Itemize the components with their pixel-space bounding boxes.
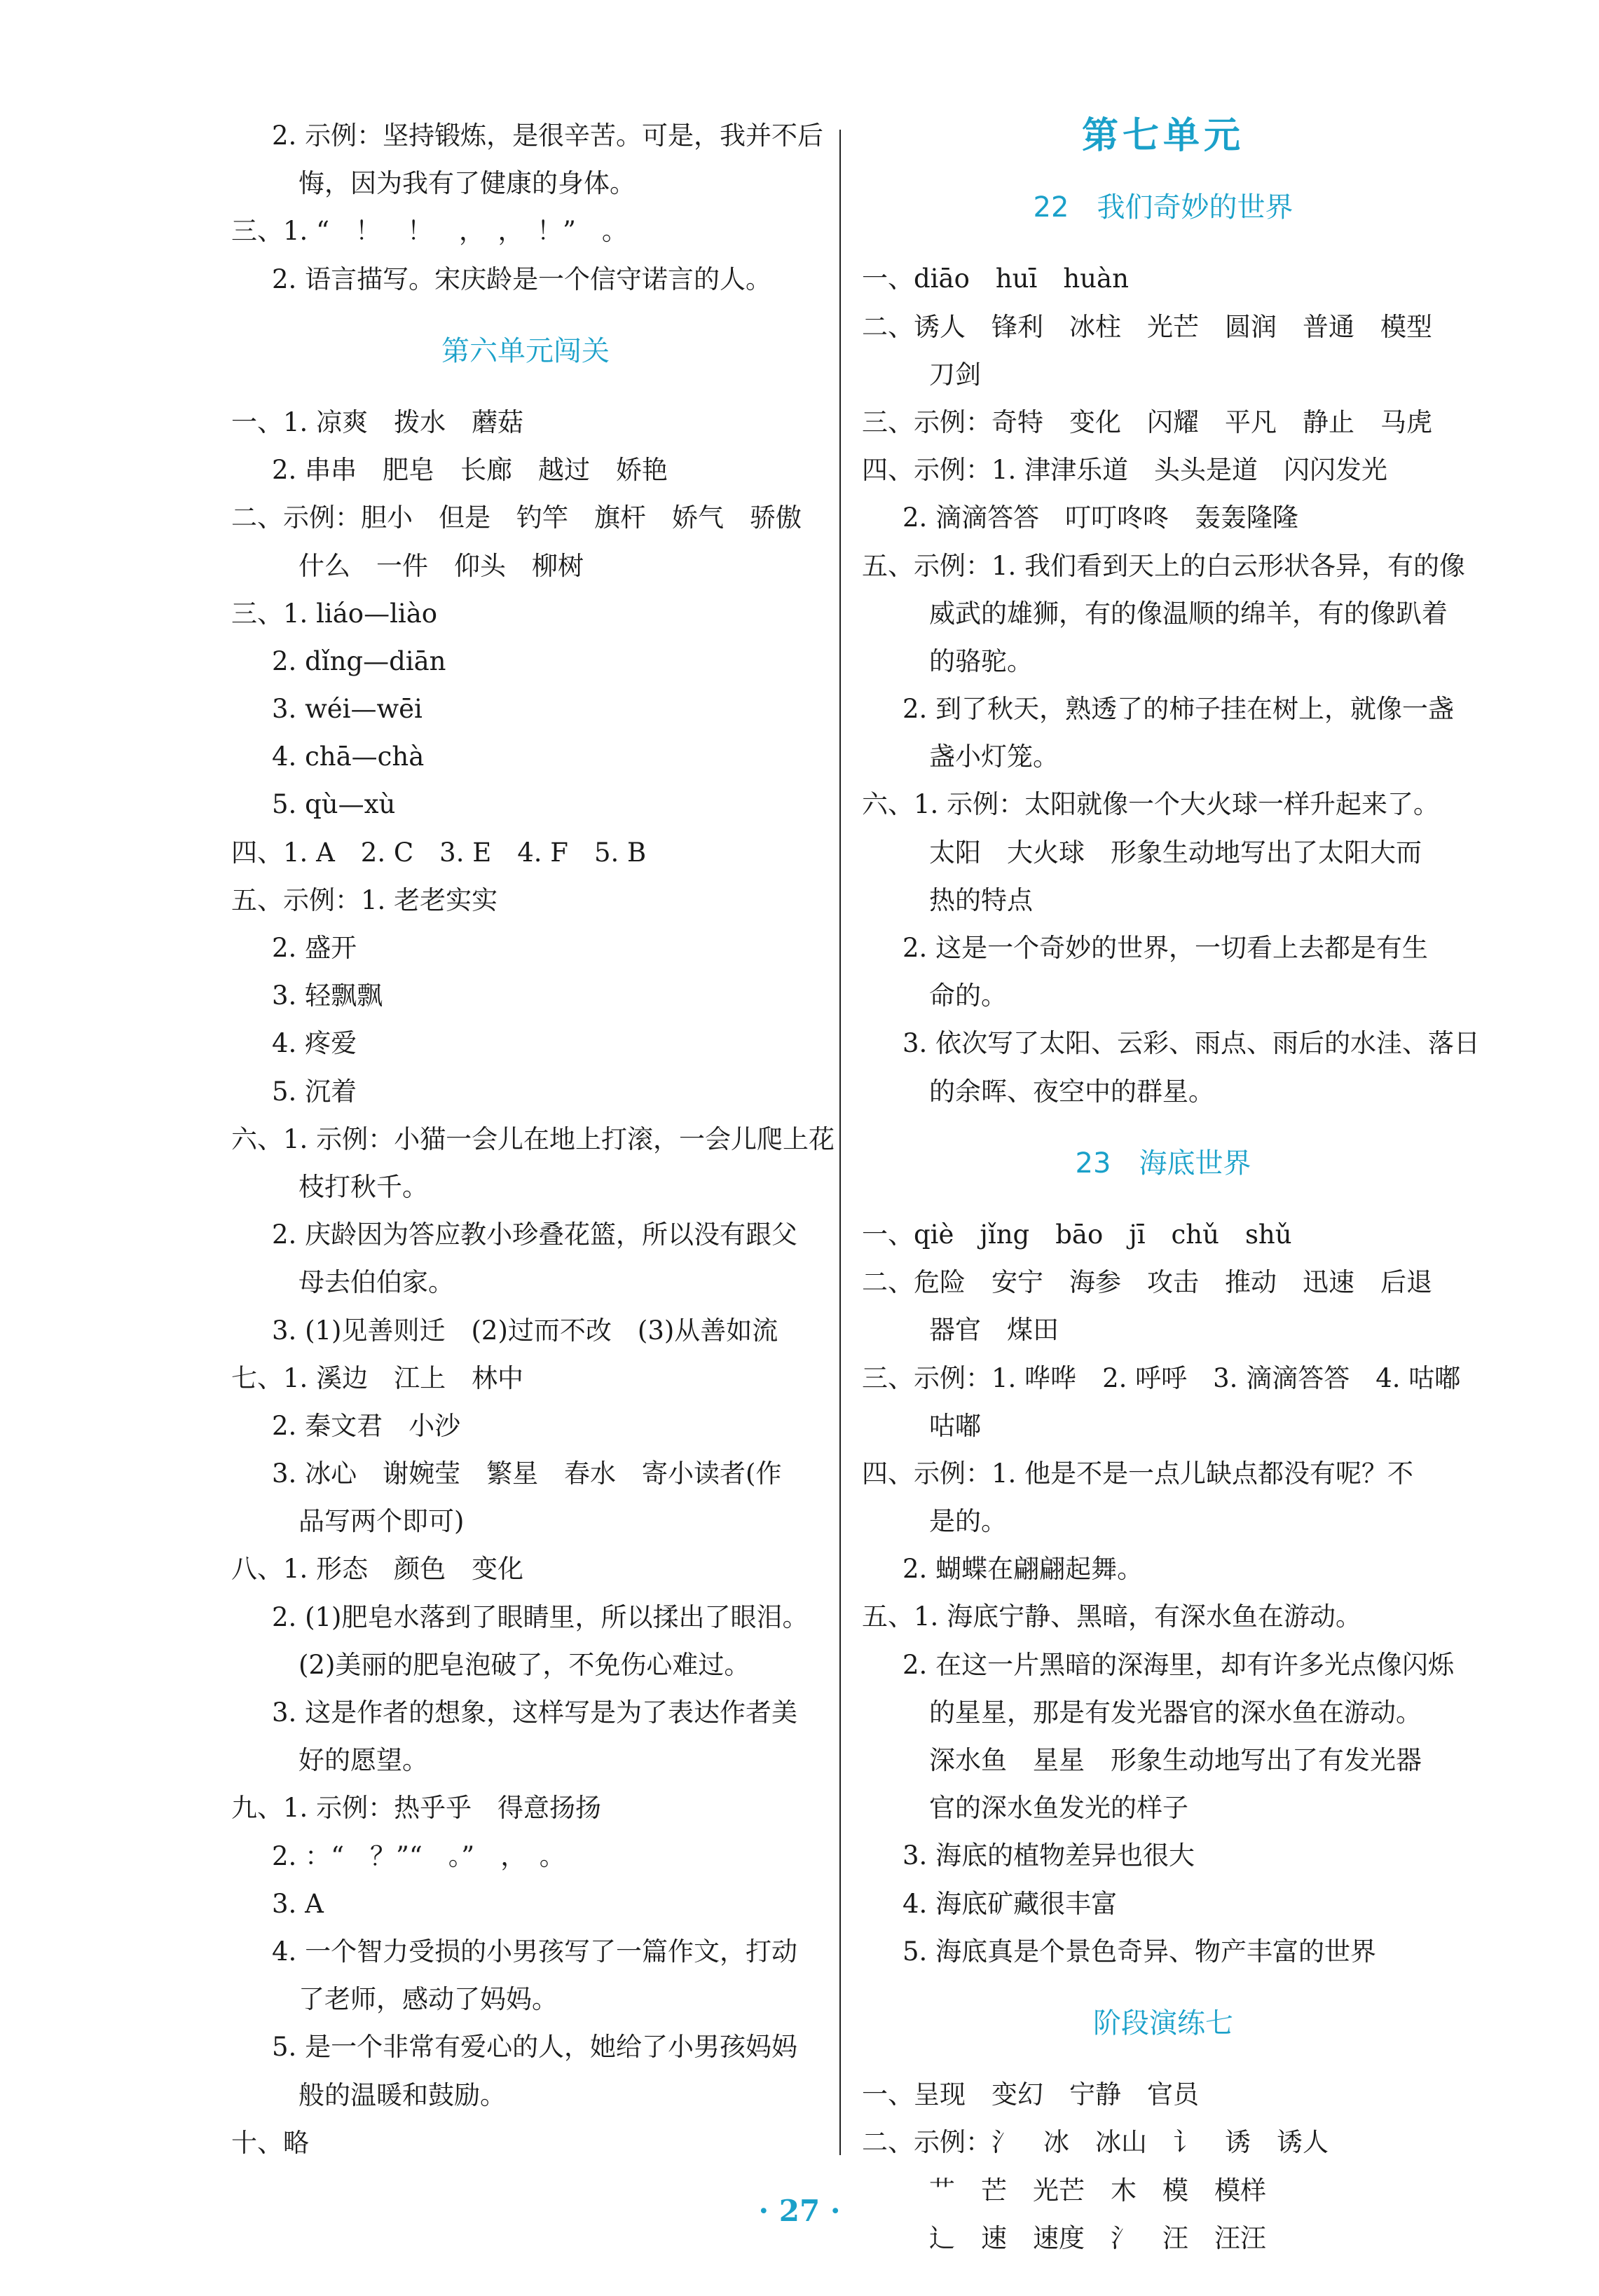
answer-line: 3. 这是作者的想象，这样写是为了表达作者美 [272,1697,798,1728]
answer-line: 太阳 大火球 形象生动地写出了太阳大而 [929,837,1422,868]
answer-line: 4. 海底矿藏很丰富 [903,1888,1118,1919]
answer-line: 二、危险 安宁 海参 攻击 推动 迅速 后退 [862,1267,1432,1298]
answer-line: 3. wéi—wēi [272,694,423,725]
answer-line: 三、示例：奇特 变化 闪耀 平凡 静止 马虎 [862,406,1432,437]
answer-line: 一、diāo huī huàn [862,264,1129,294]
answer-line: 2. 蝴蝶在翩翩起舞。 [903,1554,1144,1585]
spacer [231,303,820,327]
answer-line: 刀剑 [929,359,981,390]
answer-line: 2. 语言描写。宋庆龄是一个信守诺言的人。 [272,264,772,294]
answer-line: 三、1. “ ！ ！ ， ， ！” 。 [231,216,628,247]
answer-line: 五、1. 海底宁静、黑暗，有深水鱼在游动。 [862,1601,1362,1632]
answer-line: 3. 冰心 谢婉莹 繁星 春水 寄小读者(作 [272,1458,782,1489]
answer-line: 盏小灯笼。 [929,742,1059,772]
answer-line: 十、略 [231,2127,309,2158]
answer-line: 2. 庆龄因为答应教小珍叠花篮，所以没有跟父 [272,1219,798,1250]
page-number: · 27 · [758,2194,841,2228]
answer-line: 咕嘟 [929,1410,981,1441]
spacer [862,1116,1464,1140]
answer-line: 3. 轻飘飘 [272,980,383,1011]
answer-line: 命的。 [929,980,1007,1011]
answer-line: 二、示例：氵 冰 冰山 讠 诱 诱人 [862,2127,1329,2158]
spacer [231,375,820,399]
answer-line: 2. dǐng—diān [272,645,446,676]
answer-line: 一、1. 凉爽 拨水 蘑菇 [231,406,524,437]
answer-line: 二、示例：胆小 但是 钓竿 旗杆 娇气 骄傲 [231,503,802,533]
answer-line: 一、呈现 变幻 宁静 官员 [862,2079,1199,2110]
spacer [862,2047,1464,2071]
answer-line: 官的深水鱼发光的样子 [929,1793,1188,1824]
answer-line: 2. 示例：坚持锻炼，是很辛苦。可是，我并不后 [272,121,824,151]
answer-line: 5. qù—xù [272,789,396,820]
section-heading: 22 我们奇妙的世界 [1033,191,1293,224]
answer-line: 九、1. 示例：热乎乎 得意扬扬 [231,1793,602,1824]
answer-line: 一、qiè jǐng bāo jī chǔ shǔ [862,1219,1292,1250]
answer-line: 四、1. A 2. C 3. E 4. F 5. B [231,837,647,868]
answer-line: 4. chā—chà [272,742,425,772]
answer-line: 2. 这是一个奇妙的世界，一切看上去都是有生 [903,933,1429,963]
answer-line: 好的愿望。 [298,1745,428,1776]
column-divider [839,130,841,2155]
answer-line: 2. 串串 肥皂 长廊 越过 娇艳 [272,455,668,486]
answer-line: 的星星，那是有发光器官的深水鱼在游动。 [929,1697,1422,1728]
answer-line: 二、诱人 锋利 冰柱 光芒 圆润 普通 模型 [862,311,1432,342]
answer-line: 般的温暖和鼓励。 [298,2079,506,2110]
answer-line: 三、示例：1. 哗哗 2. 呼呼 3. 滴滴答答 4. 咕嘟 [862,1362,1461,1393]
answer-line: 2. 到了秋天，熟透了的柿子挂在树上，就像一盏 [903,694,1455,725]
answer-line: 母去伯伯家。 [298,1267,454,1298]
answer-line: 六、1. 示例：太阳就像一个大火球一样升起来了。 [862,789,1440,820]
answer-line: 威武的雄狮，有的像温顺的绵羊，有的像趴着 [929,598,1448,629]
answer-line: 了老师，感动了妈妈。 [298,1984,558,2015]
answer-line: 2. 秦文君 小沙 [272,1410,461,1441]
answer-line: 3. 海底的植物差异也很大 [903,1840,1195,1871]
answer-line: 3. 依次写了太阳、云彩、雨点、雨后的水洼、落日 [903,1028,1481,1059]
spacer [862,160,1464,184]
answer-line: 八、1. 形态 颜色 变化 [231,1554,524,1585]
answer-line: 2. ：“ ？”“ 。” ， 。 [272,1840,565,1871]
answer-line: 4. 疼爱 [272,1028,357,1059]
right-column [862,112,1481,2262]
answer-line: 2. 滴滴答答 叮叮咚咚 轰轰隆隆 [903,503,1299,533]
answer-line: 枝打秋千。 [298,1171,428,1202]
answer-line: 六、1. 示例：小猫一会儿在地上打滚，一会儿爬上花 [231,1123,835,1154]
answer-line: 3. A [272,1888,324,1919]
answer-line: 5. 沉着 [272,1076,357,1107]
answer-line: 品写两个即可) [298,1506,465,1537]
answer-line: 三、1. liáo—liào [231,598,438,629]
spacer [862,231,1464,255]
answer-line: 的余晖、夜空中的群星。 [929,1076,1214,1107]
answer-line: 四、示例：1. 他是不是一点儿缺点都没有呢？不 [862,1458,1414,1489]
answer-line: 3. (1)见善则迁 (2)过而不改 (3)从善如流 [272,1315,778,1346]
answer-line: 5. 是一个非常有爱心的人，她给了小男孩妈妈 [272,2032,798,2063]
answer-line: 七、1. 溪边 江上 林中 [231,1362,524,1393]
answer-line: 艹 芒 光芒 木 模 模样 [929,2175,1266,2206]
answer-line: 四、示例：1. 津津乐道 头头是道 闪闪发光 [862,455,1388,486]
answer-line: 2. (1)肥皂水落到了眼睛里，所以揉出了眼泪。 [272,1601,809,1632]
answer-line: 辶 速 速度 氵 汪 汪汪 [929,2222,1266,2253]
answer-line: 5. 海底真是个景色奇异、物产丰富的世界 [903,1936,1377,1967]
section-heading: 23 海底世界 [1075,1147,1251,1180]
left-column [231,112,835,2167]
answer-line: (2)美丽的肥皂泡破了，不免伤心难过。 [298,1649,750,1680]
section-heading: 第七单元 [1081,114,1244,157]
answer-line: 深水鱼 星星 形象生动地写出了有发光器 [929,1745,1422,1775]
answer-line: 的骆驼。 [929,645,1033,676]
answer-line: 五、示例：1. 我们看到天上的白云形状各异，有的像 [862,550,1466,581]
section-heading: 阶段演练七 [1093,2007,1233,2039]
answer-line: 热的特点 [929,884,1033,915]
spacer [862,1187,1464,1211]
answer-line: 什么 一件 仰头 柳树 [298,550,584,581]
answer-line: 2. 盛开 [272,933,357,963]
answer-line: 4. 一个智力受损的小男孩写了一篇作文，打动 [272,1936,798,1967]
answer-line: 器官 煤田 [929,1315,1059,1346]
answer-line: 悔，因为我有了健康的身体。 [298,168,636,199]
answer-line: 2. 在这一片黑暗的深海里，却有许多光点像闪烁 [903,1649,1455,1680]
answer-line: 是的。 [929,1506,1007,1537]
spacer [862,1976,1464,2000]
answer-line: 五、示例：1. 老老实实 [231,884,498,915]
section-heading: 第六单元闯关 [441,334,610,367]
